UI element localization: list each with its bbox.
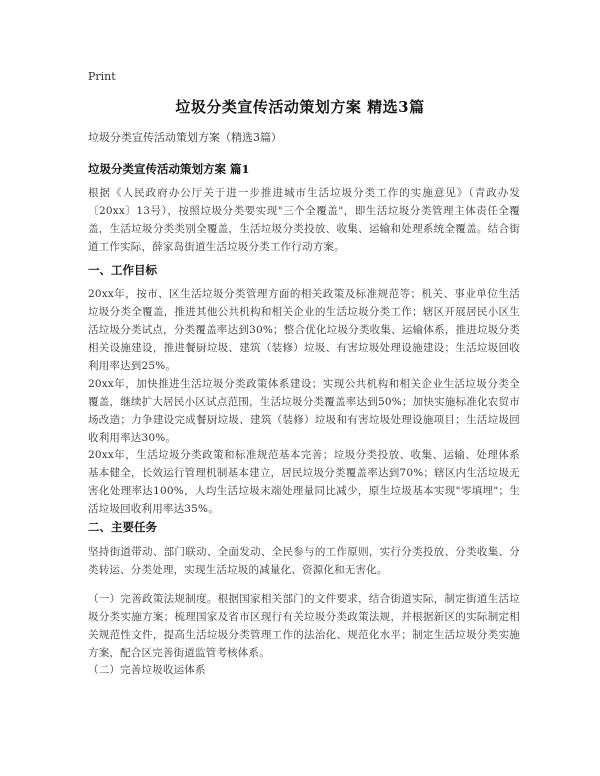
document-subtitle: 垃圾分类宣传活动策划方案（精选3篇） [88,131,282,144]
section1-heading: 一、工作目标 [88,263,157,277]
goal1-paragraph: 20xx年，按市、区生活垃圾分类管理方面的相关政策及标准规范等；机关、事业单位生活垃圾分类全覆盖，推进其他公共机构和相关企业的生活垃圾分类工作；辖区开展居民小区生活垃圾分类试点，分类覆盖率达到30%；整合优化垃圾分类收集、运输体系，推进垃圾分类相关设施建设，推进餐厨垃圾、建筑（装修）垃圾、有害垃圾处理设施建设；生活垃圾回收利用率达到25%。 [88,288,520,372]
goal2-paragraph: 20xx年，加快推进生活垃圾分类政策体系建设；实现公共机构和相关企业生活垃圾分类全覆盖，继续扩大居民小区试点范围，生活垃圾分类覆盖率达到50%；加快实施标准化农贸市场改造；力争建设完成餐厨垃圾、建筑（装修）垃圾和有害垃圾处理设施项目；生活垃圾回收利用率达30%。 [88,378,520,444]
goal3-paragraph: 20xx年，生活垃圾分类政策和标准规范基本完善；垃圾分类投放、收集、运输、处理体系基本健全，长效运行管理机制基本建立，居民垃圾分类覆盖率达到70%；辖区内生活垃圾无害化处理率达100%，人均生活垃圾末端处理量同比减少，原生垃圾基本实现"零填埋"；生活垃圾回收利用率达35%。 [88,449,520,515]
print-link[interactable]: Print [88,70,116,83]
document-title: 垃圾分类宣传活动策划方案 精选3篇 [175,98,425,116]
intro-paragraph: 根据《人民政府办公厅关于进一步推进城市生活垃圾分类工作的实施意见》（青政办发〔20xx〕13号），按照垃圾分类要实现"三个全覆盖"，即生活垃圾分类管理主体责任全覆盖，生活垃圾分类类别全覆盖，生活垃圾分类投放、收集、运输和处理系统全覆盖。结合街道工作实际，薛家岛街道生活垃圾分类工作行动方案。 [88,187,520,253]
section2-heading: 二、主要任务 [88,520,157,534]
part1-heading: 垃圾分类宣传活动策划方案 篇1 [88,162,250,176]
task2-paragraph: （二）完善垃圾收运体系 [88,664,206,676]
task-intro-paragraph: 坚持街道带动、部门联动、全面发动、全民参与的工作原则，实行分类投放、分类收集、分类转运、分类处理，实现生活垃圾的减量化、资源化和无害化。 [88,546,520,576]
task1-paragraph: （一）完善政策法规制度。根据国家相关部门的文件要求，结合街道实际，制定街道生活垃圾分类实施方案；梳理国家及省市区现行有关垃圾分类政策法规，并根据新区的实际制定相关规范性文件，提高生活垃圾分类管理工作的法治化、规范化水平；制定生活垃圾分类实施方案，配合区完善街道监管考核体系。 [88,593,520,659]
